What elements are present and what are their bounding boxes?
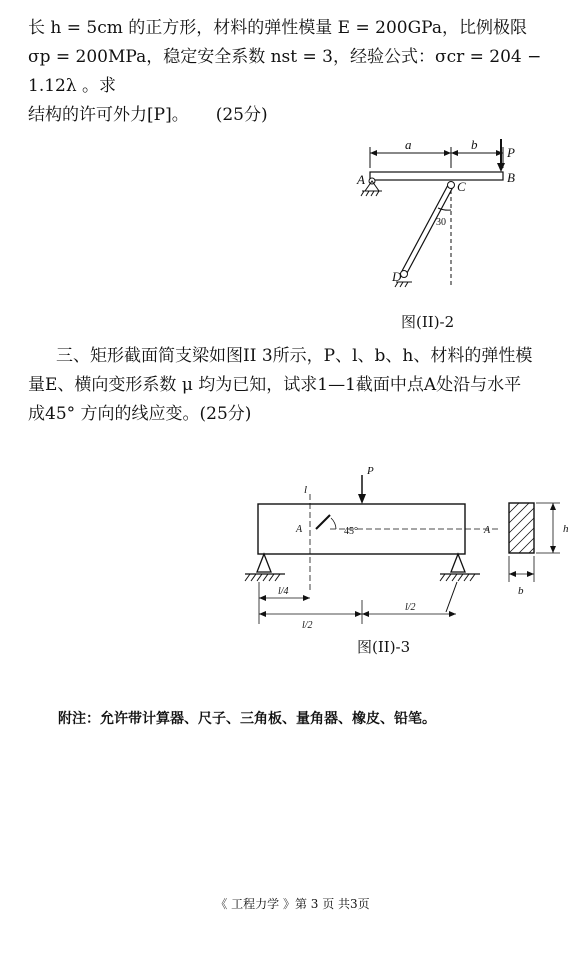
problem-three-line-1: 三、矩形截面简支梁如图II 3所示，P、l、b、h、材料的弹性模 bbox=[56, 346, 533, 366]
support-left bbox=[245, 554, 285, 581]
problem-two-line-3: 结构的许可外力[P]。 (25分) bbox=[28, 105, 268, 125]
label-l4: l/4 bbox=[278, 586, 289, 597]
label-a-dim: a bbox=[405, 137, 412, 152]
figure-3-caption: 图(II)-3 bbox=[357, 638, 411, 656]
label-l2-left: l/2 bbox=[302, 620, 313, 631]
label-b-dim: b bbox=[471, 137, 478, 152]
figure-2-caption: 图(II)-2 bbox=[401, 313, 455, 331]
label-point-a-right: A bbox=[484, 525, 491, 536]
label-load-p: P bbox=[367, 465, 374, 477]
load-arrow-p-beam bbox=[358, 475, 366, 504]
dimension-h bbox=[536, 503, 560, 553]
label-section-l: l bbox=[304, 484, 308, 496]
label-angle-30: 30 bbox=[436, 217, 446, 228]
label-h: h bbox=[563, 523, 569, 535]
support-right bbox=[440, 554, 480, 581]
problem-two-line-1: 长 h = 5cm 的正方形，材料的弹性模量 E = 200GPa，比例极限 bbox=[28, 18, 527, 38]
label-p: P bbox=[507, 145, 515, 160]
label-point-d: D bbox=[392, 269, 402, 284]
exam-note: 附注：允许带计算器、尺子、三角板、量角器、橡皮、铅笔。 bbox=[58, 711, 436, 727]
page-footer: 《 工程力学 》第 3 页 共3页 bbox=[215, 897, 370, 911]
dimension-b bbox=[509, 556, 534, 582]
label-point-c: C bbox=[457, 179, 466, 194]
label-l2-right: l/2 bbox=[405, 602, 416, 613]
label-point-b: B bbox=[507, 170, 515, 185]
problem-three-line-3: 成45° 方向的线应变。(25分) bbox=[28, 404, 252, 424]
problem-three-line-2: 量E、横向变形系数 μ 均为已知，试求1—1截面中点A处沿与水平 bbox=[28, 375, 522, 395]
label-angle-45: 45° bbox=[344, 526, 358, 537]
problem-two-line-2: σp = 200MPa，稳定安全系数 nst = 3，经验公式：σcr = 204 − 1.12λ 。求 bbox=[28, 47, 547, 96]
ground-hatch-right bbox=[446, 582, 457, 612]
label-point-a: A bbox=[357, 172, 365, 187]
label-b: b bbox=[518, 585, 524, 597]
label-point-a-left: A bbox=[296, 524, 303, 535]
cross-section bbox=[509, 503, 534, 553]
